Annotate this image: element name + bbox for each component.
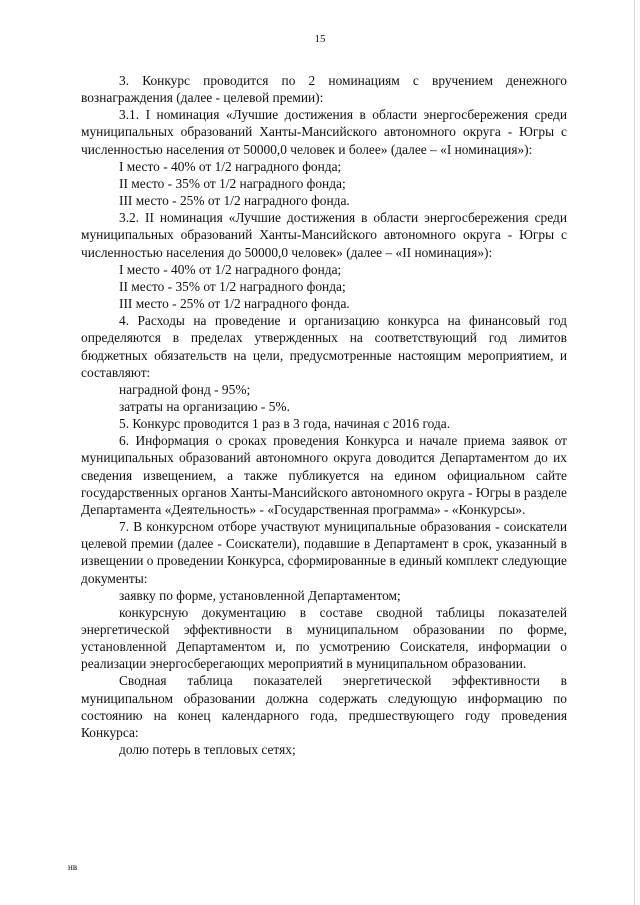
paragraph: 6. Информация о сроках проведения Конкурса и начале приема заявок от муниципальных образований автономного округа доводится Департаментом до их сведения извещением, а также публикуется на едином официальном сайте государственных органов Ханты-Мансийского автономного округа - Югры в разделе Департамента «Деятельность» - «Государственная программа» - «Конкурсы». [81, 433, 567, 517]
paragraph: 3.2. II номинация «Лучшие достижения в области энергосбережения среди муниципальных образований Ханты-Мансийского автономного округа - Югры с численностью населения до 50000,0 человек» (далее – «II номинация»): [81, 210, 567, 260]
list-item: долю потерь в тепловых сетях; [119, 742, 296, 758]
list-item: II место - 35% от 1/2 наградного фонда; [119, 175, 346, 191]
list-item: затраты на организацию - 5%. [119, 398, 290, 414]
paragraph: конкурсную документацию в составе сводной таблицы показателей энергетической эффективности в муниципальном образовании по форме, установленной Департаментом и, по усмотрению Соискателя, информации о реализации энергосберегающих мероприятий в муниципальном образовании. [81, 604, 567, 672]
paragraph: 3. Конкурс проводится по 2 номинациям с вручением денежного вознаграждения (далее - целевой премии): [81, 73, 567, 106]
list-item: наградной фонд - 95%; [119, 381, 251, 397]
list-item: заявку по форме, установленной Департаментом; [119, 587, 401, 603]
list-item: III место - 25% от 1/2 наградного фонда. [119, 296, 350, 312]
paragraph: 3.1. I номинация «Лучшие достижения в области энергосбережения среди муниципальных образований Ханты-Мансийского автономного округа - Югры с численностью населения от 50000,0 человек и более» (далее – «I номинация»): [81, 107, 567, 157]
paragraph: 7. В конкурсном отборе участвуют муниципальные образования - соискатели целевой премии (далее - Соискатели), подавшие в Департамент в срок, указанный в извещении о проведении Конкурса, сформированные в единый комплект следующие документы: [81, 519, 567, 586]
list-item: II место - 35% от 1/2 наградного фонда; [119, 278, 346, 294]
list-item: I место - 40% от 1/2 наградного фонда; [119, 158, 342, 174]
list-item: III место - 25% от 1/2 наградного фонда. [119, 193, 350, 209]
paragraph: Сводная таблица показателей энергетической эффективности в муниципальном образовании должна содержать следующую информацию по состоянию на конец календарного года, предшествующего году проведения Конкурса: [81, 673, 567, 740]
list-item: I место - 40% от 1/2 наградного фонда; [119, 261, 342, 277]
page-number: 15 [314, 33, 326, 45]
corner-note: нв [68, 862, 78, 872]
paragraph: 4. Расходы на проведение и организацию конкурса на финансовый год определяются в пределах утвержденных на соответствующий год лимитов бюджетных обязательств на цели, предусмотренные настоящим мероприятием, и составляют: [81, 313, 567, 380]
list-item: 5. Конкурс проводится 1 раз в 3 года, начиная с 2016 года. [119, 416, 451, 432]
document-body [81, 72, 567, 758]
scan-edge-line [634, 0, 635, 905]
